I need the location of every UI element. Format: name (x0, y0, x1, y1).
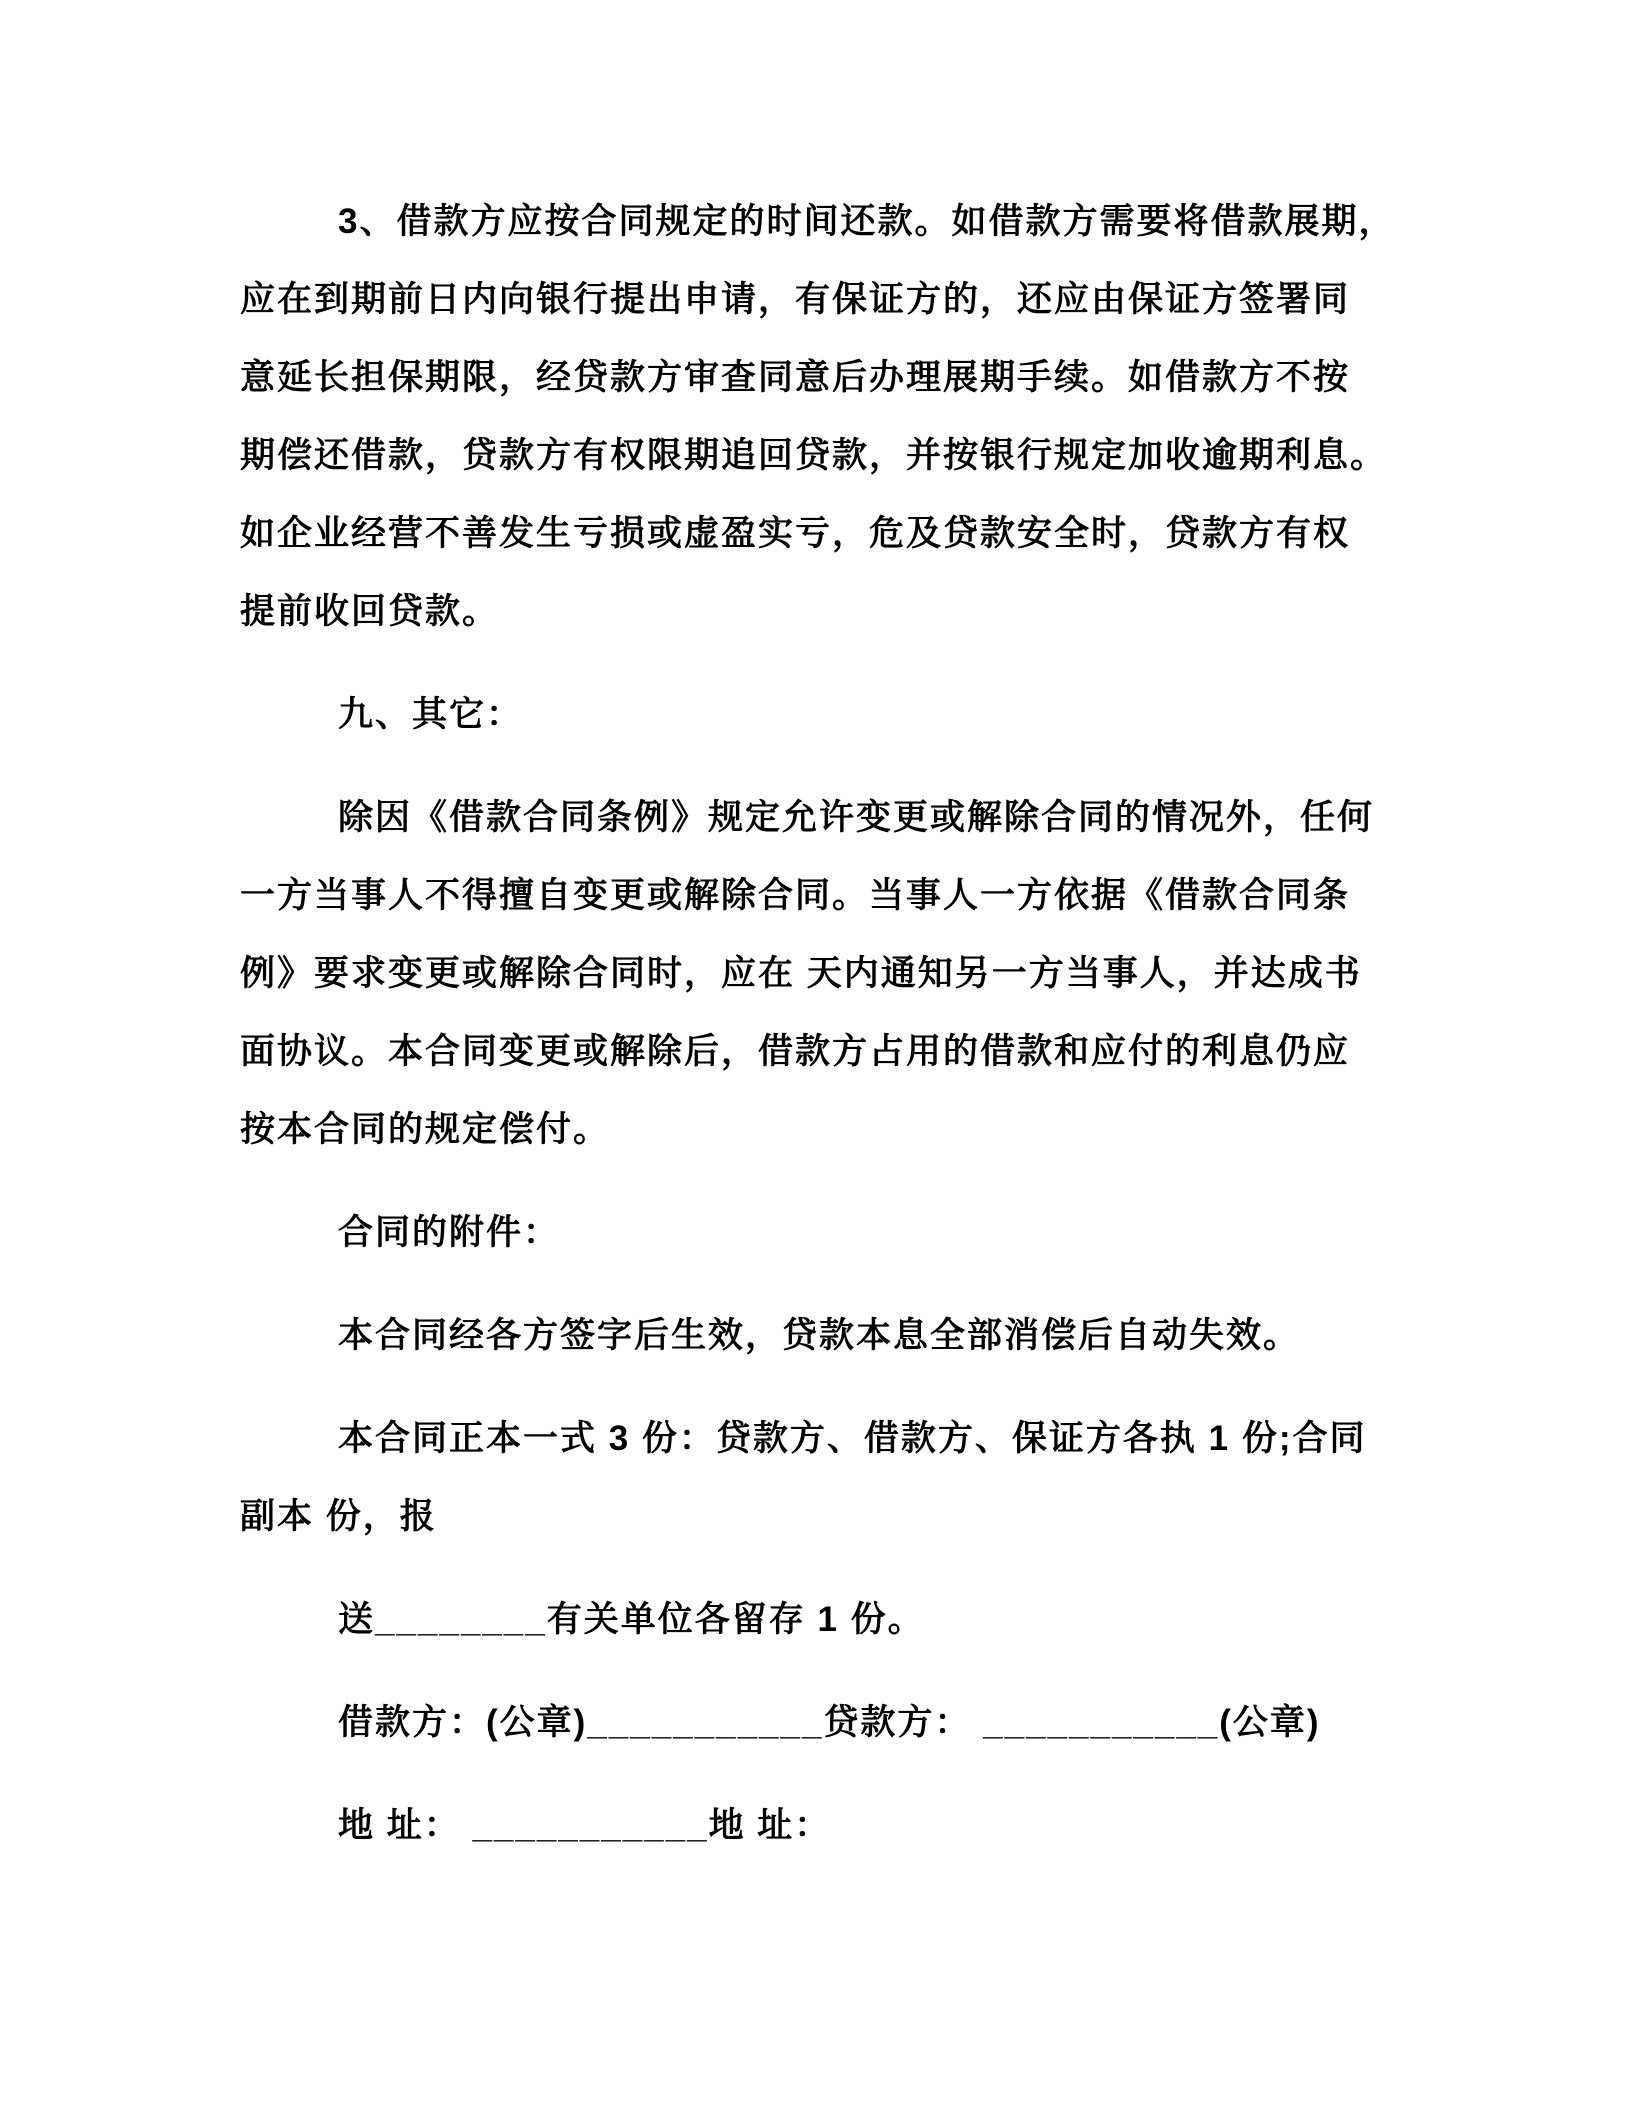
text-line: 九、其它： (338, 695, 524, 734)
text-line: 应在到期前日内向银行提出申请，有保证方的，还应由保证方签署同 (240, 280, 1351, 319)
text-line: 提前收回贷款。 (240, 592, 500, 631)
text-line: 如企业经营不善发生亏损或虚盈实亏，危及贷款安全时，贷款方有权 (240, 514, 1351, 553)
text-line: 借款方：(公章)___________贷款方： ___________(公章) (338, 1703, 1321, 1742)
text-line: 副本 份，报 (240, 1497, 437, 1536)
copies-clause (240, 1400, 1395, 1556)
signature-line (240, 1684, 1395, 1762)
text-line: 例》要求变更或解除合同时，应在 天内通知另一方当事人，并达成书 (240, 954, 1362, 993)
text-line: 除因《借款合同条例》规定允许变更或解除合同的情况外，任何 (338, 798, 1375, 837)
text-line: 合同的附件： (338, 1213, 561, 1252)
effectiveness-clause (240, 1297, 1395, 1375)
distribution-clause (240, 1581, 1395, 1659)
clause-3-repayment (240, 183, 1395, 651)
text-line: 本合同经各方签字后生效，贷款本息全部消偿后自动失效。 (338, 1316, 1301, 1355)
clause-modification-termination (240, 779, 1395, 1169)
text-line: 送________有关单位各留存 1 份。 (338, 1600, 925, 1639)
text-line: 地 址： ___________地 址： (338, 1806, 832, 1845)
attachments-heading (240, 1194, 1395, 1272)
text-line: 一方当事人不得擅自变更或解除合同。当事人一方依据《借款合同条 (240, 876, 1351, 915)
text-line: 本合同正本一式 3 份：贷款方、借款方、保证方各执 1 份;合同 (338, 1419, 1367, 1458)
contract-body (240, 183, 1395, 1890)
text-line: 意延长担保期限，经贷款方审查同意后办理展期手续。如借款方不按 (240, 358, 1351, 397)
text-line: 面协议。本合同变更或解除后，借款方占用的借款和应付的利息仍应 (240, 1032, 1351, 1071)
text-line: 3、借款方应按合同规定的时间还款。如借款方需要将借款展期， (338, 202, 1396, 241)
text-line: 期偿还借款，贷款方有权限期追回贷款，并按银行规定加收逾期利息。 (240, 436, 1388, 475)
text-line: 按本合同的规定偿付。 (240, 1110, 611, 1149)
section-nine-heading (240, 676, 1395, 754)
address-line (240, 1787, 1395, 1865)
